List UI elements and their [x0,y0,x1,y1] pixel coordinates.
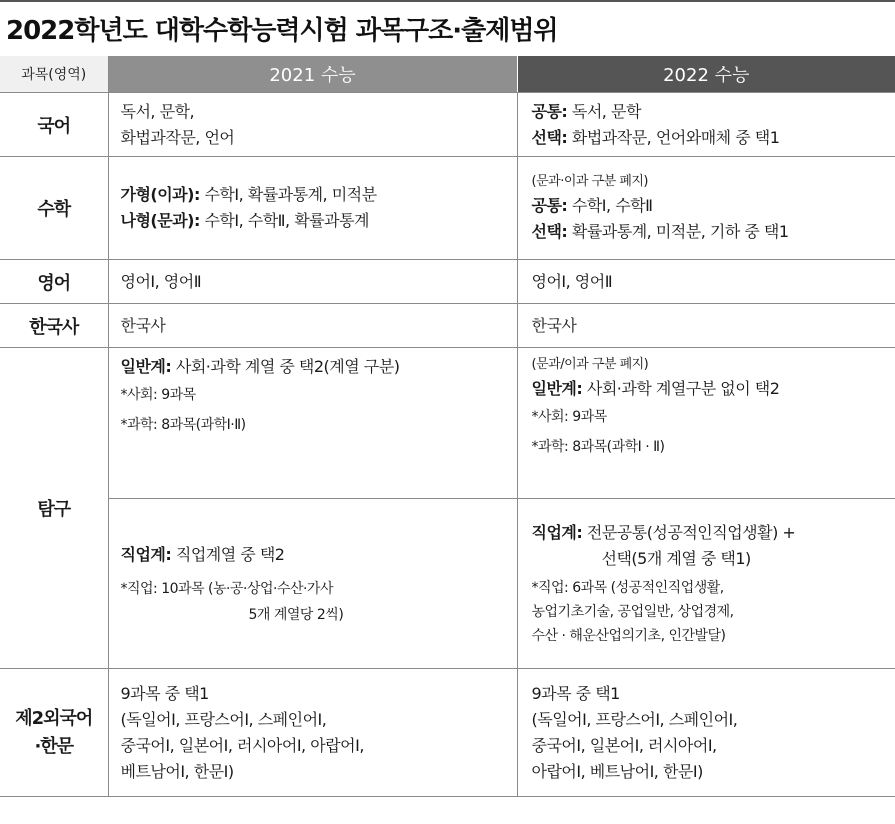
korean-2022-line2 [532,125,895,151]
foreign-2022-line3: 중국어Ⅰ, 일본어Ⅰ, 러시아어Ⅰ, [531,735,717,755]
foreign-2022-line1: 9과목 중 택1 [531,683,620,703]
foreign-2021-line1: 9과목 중 택1 [120,683,209,703]
korean-2022 [517,93,895,157]
top-rule [0,0,895,2]
inquiry-vocational-2022-note2: 농업기초기술, 공업일반, 상업경제, [531,603,734,620]
foreign-2021-line4: 베트남어Ⅰ, 한문Ⅰ) [120,761,234,781]
math-2022-line2 [532,219,895,245]
header-2022: 2022 수능 [517,56,895,93]
inquiry-general-2021 [108,348,517,499]
korean-2022-label2: 선택: [531,127,568,147]
math-2021-line1 [121,182,517,208]
inquiry-general-2021-note2: *과학: 8과목(과학Ⅰ·Ⅱ) [120,417,246,433]
inquiry-general-2022-line [532,376,895,402]
inquiry-vocational-2021-text: 직업계열 중 택2 [171,544,285,564]
inquiry-vocational-2022-text2: 선택(5개 계열 중 택1) [601,548,751,568]
table-row-foreign [0,669,895,797]
korean-2021 [108,93,517,157]
foreign-2022-line2: (독일어Ⅰ, 프랑스어Ⅰ, 스페인어Ⅰ, [531,709,738,729]
korean-2022-line1 [532,99,895,125]
foreign-2022 [517,669,895,797]
foreign-2021-line2: (독일어Ⅰ, 프랑스어Ⅰ, 스페인어Ⅰ, [120,709,327,729]
inquiry-vocational-2022-line1 [532,520,895,546]
subject-english: 영어 [0,260,108,304]
korean-2022-text1: 독서, 문학 [567,101,641,121]
subject-foreign-line2: ·한문 [34,735,74,757]
foreign-2021-line3: 중국어Ⅰ, 일본어Ⅰ, 러시아어Ⅰ, 아랍어Ⅰ, [120,735,364,755]
math-2022-text1: 수학Ⅰ, 수학Ⅱ [567,196,653,215]
inquiry-vocational-2021-label: 직업계: [120,544,172,564]
english-2022-text: 영어Ⅰ, 영어Ⅱ [531,271,613,291]
inquiry-general-2021-text: 사회·과학 계열 중 택2(계열 구분) [171,357,400,376]
inquiry-vocational-2021 [108,499,517,669]
math-2022 [517,157,895,260]
math-2021-line2 [121,208,517,234]
inquiry-vocational-2022-text: 전문공통(성공적인직업생활) + [582,522,796,542]
exam-structure-table [0,56,895,797]
subject-inquiry: 탐구 [0,348,108,669]
page-title: 2022학년도 대학수학능력시험 과목구조·출제범위 [6,16,558,46]
inquiry-vocational-2022-note3: 수산 · 해운산업의기초, 인간발달) [531,627,726,644]
inquiry-vocational-2021-line [121,542,517,568]
english-2022 [517,260,895,304]
history-2022-text: 한국사 [531,315,577,335]
table-row-inquiry-general [0,348,895,499]
math-2022-label1: 공통: [531,196,568,215]
english-2021-text: 영어Ⅰ, 영어Ⅱ [120,271,202,291]
math-2021 [108,157,517,260]
history-2021 [108,304,517,348]
inquiry-vocational-2022 [517,499,895,669]
inquiry-general-2022-label: 일반계: [531,379,583,398]
korean-2021-line2: 화법과작문, 언어 [120,127,235,147]
table-row-math [0,157,895,260]
inquiry-general-2022-text: 사회·과학 계열구분 없이 택2 [582,379,780,398]
history-2021-text: 한국사 [120,315,166,335]
inquiry-vocational-2022-note1: *직업: 6과목 (성공적인직업생활, [531,579,724,596]
inquiry-vocational-2021-note1: *직업: 10과목 (농·공·상업·수산·가사 [120,580,333,597]
subject-foreign-line1: 제2외국어 [15,707,93,729]
header-subject: 과목(영역) [0,56,108,93]
header-2021: 2021 수능 [108,56,517,93]
subject-history: 한국사 [0,304,108,348]
table-row-english [0,260,895,304]
inquiry-general-2022-note2: *과학: 8과목(과학Ⅰ · Ⅱ) [531,439,665,455]
subject-foreign [0,669,108,797]
math-2022-label2: 선택: [531,222,568,241]
math-2021-label2: 나형(문과): [120,211,200,230]
math-2021-text1: 수학Ⅰ, 확률과통계, 미적분 [199,185,377,204]
inquiry-general-2022 [517,348,895,499]
math-2022-line1 [532,193,895,219]
math-2022-text2: 확률과통계, 미적분, 기하 중 택1 [567,222,789,241]
inquiry-general-2021-label: 일반계: [120,357,172,376]
english-2021 [108,260,517,304]
subject-korean: 국어 [0,93,108,157]
math-2022-note: (문과·이과 구분 폐지) [531,174,649,189]
korean-2021-line1: 독서, 문학, [120,101,195,121]
foreign-2022-line4: 아랍어Ⅰ, 베트남어Ⅰ, 한문Ⅰ) [531,761,703,781]
inquiry-vocational-2022-label: 직업계: [531,522,583,542]
inquiry-general-2021-note1: *사회: 9과목 [120,387,196,403]
inquiry-general-2022-note1: *사회: 9과목 [531,409,607,425]
inquiry-general-2021-line [121,354,517,380]
table-row-history [0,304,895,348]
korean-2022-text2: 화법과작문, 언어와매체 중 택1 [567,127,780,147]
inquiry-vocational-2021-note2: 5개 계열당 2씩) [248,606,344,623]
table-row-inquiry-vocational [0,499,895,669]
korean-2022-label1: 공통: [531,101,568,121]
table-header-row [0,56,895,93]
history-2022 [517,304,895,348]
table-row-korean [0,93,895,157]
math-2021-label1: 가형(이과): [120,185,200,204]
foreign-2021 [108,669,517,797]
math-2021-text2: 수학Ⅰ, 수학Ⅱ, 확률과통계 [199,211,369,230]
inquiry-general-2022-note: (문과/이과 구분 폐지) [531,357,649,372]
subject-math: 수학 [0,157,108,260]
